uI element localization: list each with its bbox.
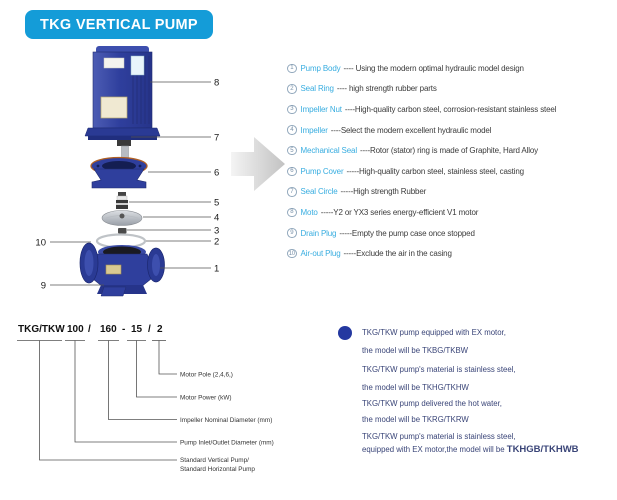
part-list-item-1 [287, 58, 617, 79]
motor-sticker [131, 56, 144, 75]
label-series-line1: Standard Vertical Pump/ [180, 457, 249, 464]
part-list-item-3 [287, 99, 617, 120]
part-description: ----High-quality carbon steel, corrosion-resistant stainless steel [344, 104, 557, 114]
pump-exploded-diagram [20, 42, 230, 304]
callout-number-7: 7 [214, 132, 220, 144]
model-variant-notes [338, 320, 617, 470]
part-list-item-4 [287, 120, 617, 141]
part-number-badge: 9 [287, 228, 297, 238]
part-list-item-8 [287, 202, 617, 223]
part-name: Impeller Nut [300, 104, 342, 114]
model-code-inlet: 100 [67, 324, 84, 335]
part-name: Seal Circle [300, 187, 338, 197]
motor-nameplate-large [101, 97, 127, 118]
impeller-illustration [102, 211, 142, 226]
part-description: -----Y2 or YX3 series energy-efficient V1 motor [320, 207, 479, 217]
note-line: TKG/TKW pump's material is stainless steel, [362, 432, 516, 441]
note-line: the model will be TKBG/TKBW [362, 346, 469, 355]
part-name: Seal Ring [300, 84, 334, 94]
model-code-breakdown [10, 315, 310, 485]
title-banner [25, 10, 213, 39]
right-arrow-icon [225, 128, 290, 200]
part-list-item-9 [287, 223, 617, 244]
note-strong-model: TKHGB/TKHWB [506, 444, 579, 455]
model-code-separator: / [88, 324, 91, 335]
model-code-power: 15 [131, 324, 143, 335]
note-line: TKG/TKW pump delivered the hot water, [362, 399, 502, 408]
part-name: Pump Body [300, 63, 341, 73]
part-list-item-2 [287, 79, 617, 100]
part-description: ---- Using the modern optimal hydraulic model design [343, 63, 524, 73]
note-line-text: equipped with EX motor,the model will be [362, 445, 507, 454]
part-list-item-7 [287, 182, 617, 203]
page-title: TKG VERTICAL PUMP [40, 16, 198, 33]
part-number-badge: 10 [288, 250, 295, 257]
callout-number-8: 8 [214, 77, 220, 89]
callout-number-9: 9 [40, 280, 46, 292]
model-code-separator: - [122, 324, 126, 335]
note-line: the model will be TKHG/TKHW [362, 383, 469, 392]
motor-illustration [85, 46, 160, 140]
note-line: TKG/TKW pump equipped with EX motor, [362, 328, 506, 337]
model-code-impeller: 160 [100, 324, 117, 335]
part-description: ----Rotor (stator) ring is made of Graphite, Hard Alloy [359, 146, 538, 156]
callout-number-10: 10 [35, 237, 46, 249]
model-code-separator: / [148, 324, 151, 335]
part-description: -----Exclude the air in the casing [343, 249, 452, 259]
part-number-badge: 3 [287, 105, 297, 115]
bullet-circle-icon [338, 326, 352, 340]
note-line: TKG/TKW pump's material is stainless steel, [362, 365, 516, 374]
drain-plug-area [101, 287, 126, 296]
part-name: Drain Plug [300, 228, 337, 238]
part-name: Air-out Plug [300, 249, 341, 259]
part-description: ---- high strength rubber parts [336, 84, 437, 94]
callout-number-5: 5 [214, 197, 220, 209]
part-number-badge: 5 [287, 146, 297, 156]
part-name: Moto [300, 207, 318, 217]
part-name: Mechanical Seal [300, 146, 357, 156]
motor-nameplate-small [104, 58, 124, 68]
callout-number-2: 2 [214, 236, 220, 248]
impeller-nut-illustration [118, 228, 127, 234]
part-number-badge: 6 [287, 167, 297, 177]
body-nameplate [106, 265, 121, 274]
model-code-series: TKG/TKW [18, 324, 65, 335]
part-description: -----High strength Rubber [340, 187, 427, 197]
label-impeller-diameter: Impeller Nominal Diameter (mm) [180, 417, 273, 424]
model-code-pole: 2 [157, 324, 163, 335]
part-number-badge: 7 [287, 187, 297, 197]
label-motor-power: Motor Power (kW) [180, 394, 232, 402]
note-line: the model will be TKRG/TKRW [362, 415, 469, 424]
callout-number-4: 4 [214, 212, 220, 224]
label-series-line2: Standard Horizontal Pump [180, 466, 255, 473]
part-number-badge: 8 [287, 208, 297, 218]
note-line [362, 444, 579, 455]
callout-number-3: 3 [214, 225, 220, 237]
part-name: Pump Cover [300, 166, 344, 176]
part-list-item-6 [287, 161, 617, 182]
label-inlet-diameter: Pump Inlet/Outlet Diameter (mm) [180, 439, 274, 447]
part-name: Impeller [300, 125, 328, 135]
label-motor-pole: Motor Pole (2,4,6,) [180, 371, 233, 379]
parts-list [287, 58, 617, 264]
part-list-item-5 [287, 140, 617, 161]
part-number-badge: 2 [287, 84, 297, 94]
part-number-badge: 1 [287, 64, 297, 74]
part-number-badge: 4 [287, 125, 297, 135]
part-description: ----Select the modern excellent hydraulic model [330, 125, 492, 135]
pump-cover-illustration [91, 158, 147, 189]
part-description: -----Empty the pump case once stopped [339, 228, 475, 238]
part-list-item-10 [287, 243, 617, 264]
pump-body-illustration [80, 243, 165, 296]
mechanical-seal-illustration [116, 192, 128, 209]
part-description: -----High-quality carbon steel, stainless steel, casting [346, 166, 524, 176]
callout-number-1: 1 [214, 263, 220, 275]
model-code-connectors [40, 341, 178, 461]
callout-number-6: 6 [214, 167, 220, 179]
